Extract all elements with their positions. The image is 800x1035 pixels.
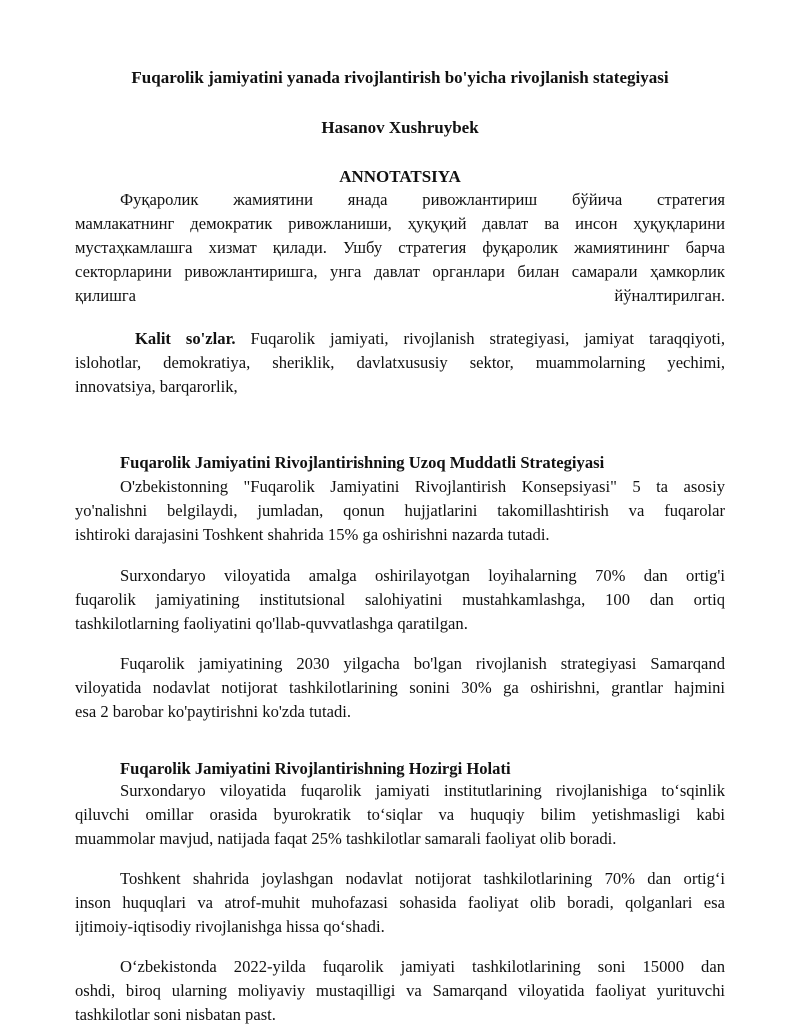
annotation-paragraph xyxy=(75,188,725,308)
paragraph-line: inson huquqlari va atrof-muhit muhofazasi sohasida faoliyat olib boradi, qolganlari esa xyxy=(75,893,725,912)
paragraph-line: Fuqarolik jamiyatining 2030 yilgacha bo'lgan rivojlanish strategiyasi Samarqand xyxy=(120,654,725,673)
annotation-line: мустаҳкамлашга хизмат қилади. Ушбу стратегия фуқаролик жамиятининг барча xyxy=(75,238,725,257)
annotation-heading: ANNOTATSIYA xyxy=(339,167,461,186)
annotation-line: секторларини ривожлантиришга, унга давлат органлари билан самарали ҳамкорлик xyxy=(75,262,725,281)
annotation-line: Фуқаролик жамиятини янада ривожлантириш бўйича стратегия xyxy=(120,190,725,209)
section-heading-long-term-strategy: Fuqarolik Jamiyatini Rivojlantirishning Uzoq Muddatli Strategiyasi xyxy=(120,453,605,472)
keywords-line xyxy=(75,327,725,351)
paragraph-line: ijtimoiy-iqtisodiy rivojlanishga hissa qo‘shadi. xyxy=(75,917,385,936)
section2-paragraph-1 xyxy=(75,779,725,851)
section1-paragraph-3 xyxy=(75,652,725,724)
paragraph-line: Toshkent shahrida joylashgan nodavlat notijorat tashkilotlarining 70% dan ortig‘i xyxy=(120,869,725,888)
paragraph-line: O‘zbekistonda 2022-yilda fuqarolik jamiyati tashkilotlarining soni 15000 dan xyxy=(120,957,725,976)
section2-paragraph-3 xyxy=(75,955,725,1027)
keywords-text: Fuqarolik jamiyati, rivojlanish strategiyasi, jamiyat taraqqiyoti, xyxy=(250,329,725,348)
section1-paragraph-1 xyxy=(75,475,725,547)
keywords-paragraph xyxy=(75,327,725,399)
paragraph-line: Surxondaryo viloyatida fuqarolik jamiyati institutlarining rivojlanishiga to‘sqinlik xyxy=(120,781,725,800)
paragraph-line: fuqarolik jamiyatining institutsional salohiyatini mustahkamlashga, 100 dan ortiq xyxy=(75,590,725,609)
keywords-label: Kalit so'zlar. xyxy=(135,329,236,348)
paragraph-line: O'zbekistonning "Fuqarolik Jamiyatini Rivojlantirish Konsepsiyasi" 5 ta asosiy xyxy=(120,477,725,496)
paragraph-line: esa 2 barobar ko'paytirishni ko'zda tutadi. xyxy=(75,702,352,721)
paragraph-line: oshdi, biroq ularning moliyaviy mustaqilligi va Samarqand viloyatida faoliyat yurituvchi xyxy=(75,981,725,1000)
keywords-line: islohotlar, demokratiya, sheriklik, davlatxususiy sektor, muammolarning yechimi, xyxy=(75,353,725,372)
paragraph-line: tashkilotlar soni nisbatan past. xyxy=(75,1005,276,1024)
section2-paragraph-2 xyxy=(75,867,725,939)
author-name: Hasanov Xushruybek xyxy=(321,118,479,137)
paragraph-line: muammolar mavjud, natijada faqat 25% tashkilotlar samarali faoliyat olib boradi. xyxy=(75,829,617,848)
paragraph-line: tashkilotlarning faoliyatini qo'llab-quvvatlashga qaratilgan. xyxy=(75,614,468,633)
annotation-line: қилишга йўналтирилган. xyxy=(75,286,725,305)
paragraph-line: viloyatida nodavlat notijorat tashkilotlarining sonini 30% ga oshirishni, grantlar hajmini xyxy=(75,678,725,697)
paragraph-line: Surxondaryo viloyatida amalga oshirilayotgan loyihalarning 70% dan ortig'i xyxy=(120,566,725,585)
section-heading-current-state: Fuqarolik Jamiyatini Rivojlantirishning Hozirgi Holati xyxy=(120,759,511,778)
document-title: Fuqarolik jamiyatini yanada rivojlantirish bo'yicha rivojlanish stategiyasi xyxy=(131,68,669,87)
paragraph-line: qiluvchi omillar orasida byurokratik to‘siqlar va huquqiy bilim yetishmasligi kabi xyxy=(75,805,725,824)
keywords-line: innovatsiya, barqarorlik, xyxy=(75,377,238,396)
section1-paragraph-2 xyxy=(75,564,725,636)
annotation-line: мамлакатнинг демократик ривожланиши, ҳуқуқий давлат ва инсон ҳуқуқларини xyxy=(75,214,725,233)
paragraph-line: yo'nalishni belgilaydi, jumladan, qonun hujjatlarini takomillashtirish va fuqarolar xyxy=(75,501,725,520)
paragraph-line: ishtiroki darajasini Toshkent shahrida 15% ga oshirishni nazarda tutadi. xyxy=(75,525,550,544)
